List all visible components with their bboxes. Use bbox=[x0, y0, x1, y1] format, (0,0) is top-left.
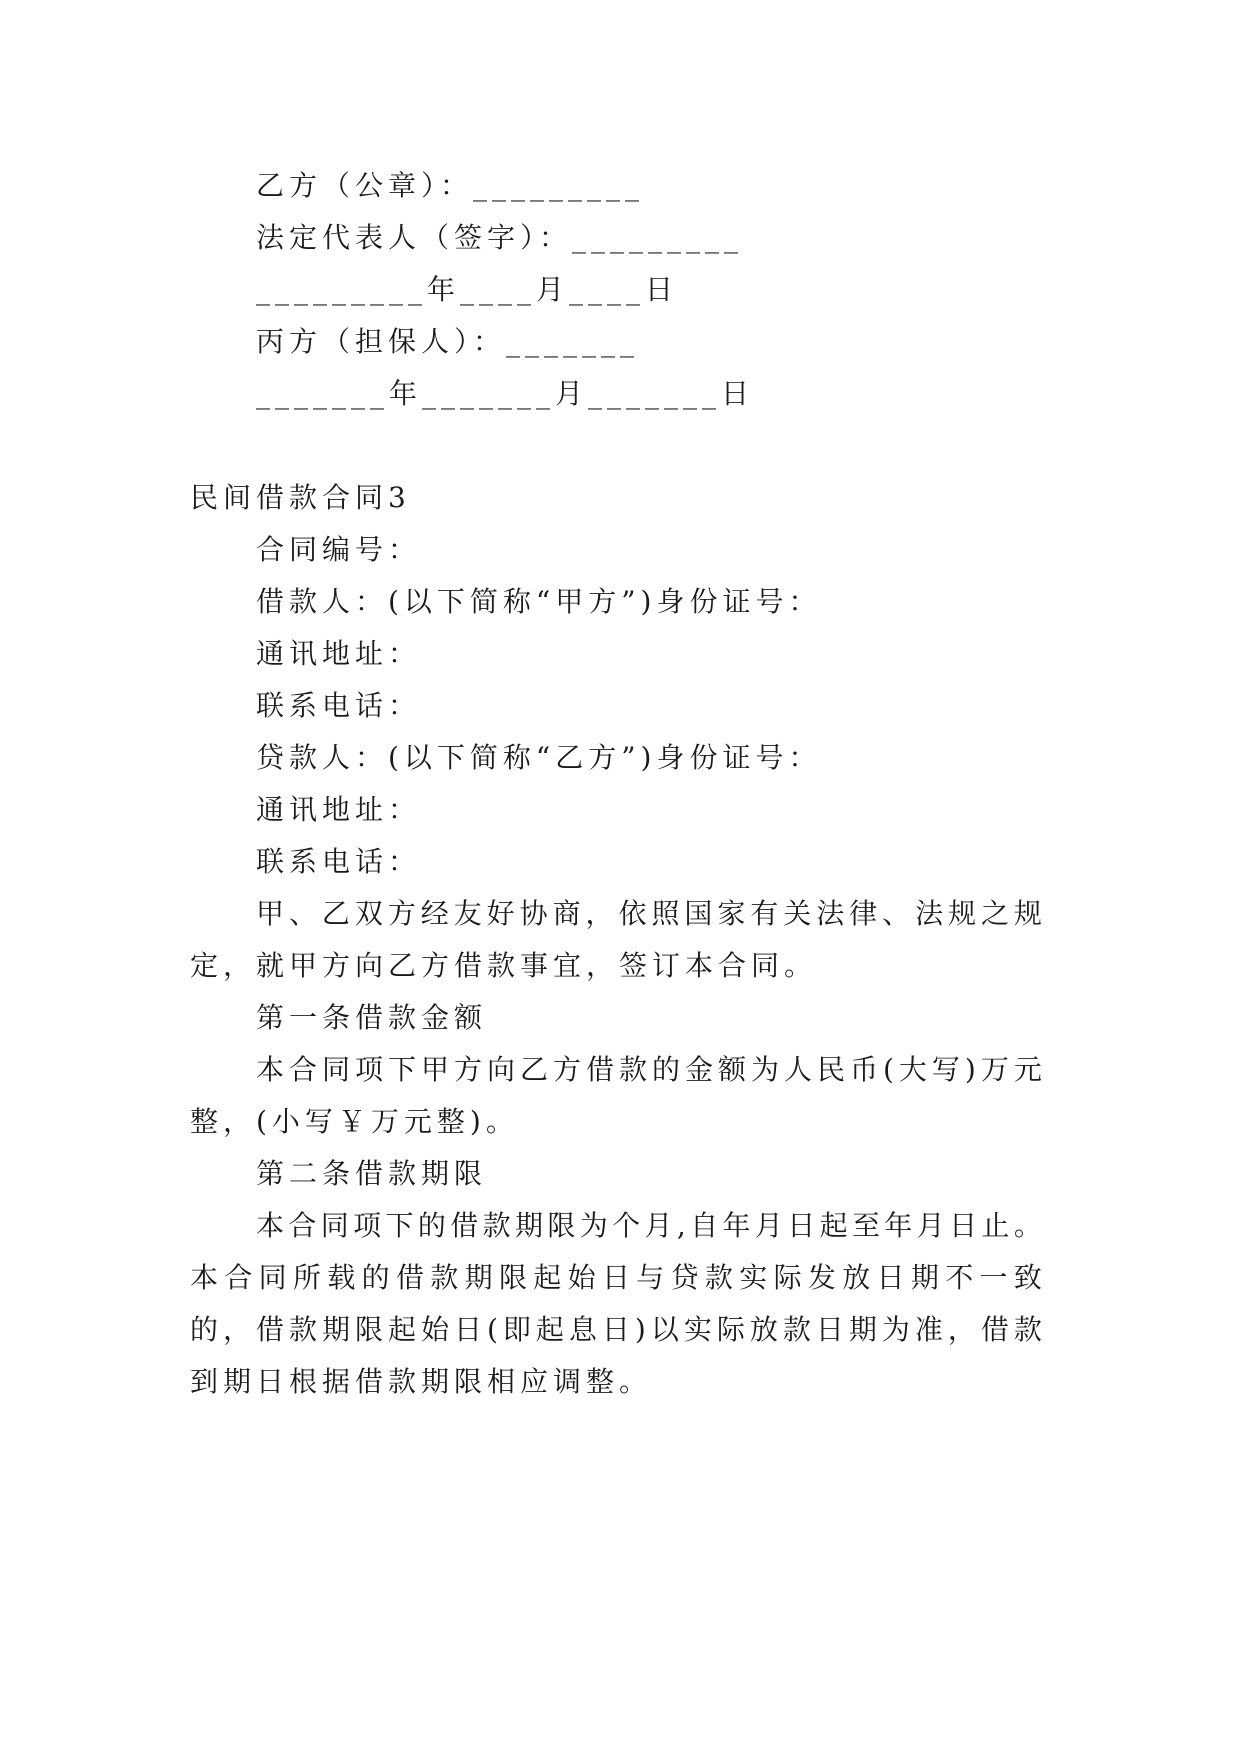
text-glyph: 的 bbox=[417, 1209, 446, 1242]
text-glyph: 借 bbox=[395, 1261, 424, 1294]
text-glyph: 际 bbox=[716, 1313, 745, 1346]
text-glyph: ( bbox=[883, 1053, 894, 1086]
text-glyph: 的 bbox=[190, 1313, 219, 1346]
text-glyph: 不 bbox=[945, 1261, 974, 1294]
text-glyph: 实 bbox=[683, 1313, 712, 1346]
text-glyph: 方 bbox=[454, 1053, 483, 1086]
text-glyph: 期 bbox=[848, 1313, 877, 1346]
article-2-line-2 bbox=[190, 1258, 1042, 1298]
text-glyph: 日 bbox=[876, 1261, 905, 1294]
lender-address-label: 通讯地址： bbox=[256, 793, 422, 826]
text-glyph: 币 bbox=[850, 1053, 879, 1086]
text-glyph: 始 bbox=[421, 1313, 450, 1346]
text-glyph: 本 bbox=[256, 1209, 285, 1242]
borrower-label: 借款人：(以下简称“甲方”)身份证号： bbox=[256, 585, 822, 618]
text-glyph: 款 bbox=[782, 1313, 811, 1346]
text-glyph: 为 bbox=[579, 1209, 608, 1242]
preamble-line-2: 定，就甲方向乙方借款事宜，签订本合同。 bbox=[190, 949, 818, 982]
text-glyph: 限 bbox=[498, 1261, 527, 1294]
legal-representative-signature-line: 法定代表人（签字）：_________ bbox=[256, 221, 744, 254]
text-glyph: 向 bbox=[487, 1053, 516, 1086]
text-glyph: 照 bbox=[651, 897, 680, 930]
text-glyph: 之 bbox=[980, 897, 1009, 930]
text-glyph: 借 bbox=[980, 1313, 1009, 1346]
signature-date-line: _________年____月____日 bbox=[256, 273, 679, 306]
text-glyph: 额 bbox=[718, 1053, 747, 1086]
text-glyph: 借 bbox=[586, 1053, 615, 1086]
text-glyph: ) bbox=[634, 1313, 646, 1346]
text-glyph: 年 bbox=[722, 1209, 751, 1242]
contract-number-label: 合同编号： bbox=[256, 533, 422, 566]
contract-title: 民间借款合同3 bbox=[190, 481, 411, 514]
text-glyph: 限 bbox=[547, 1209, 576, 1242]
article-2-title: 第二条借款期限 bbox=[256, 1157, 488, 1190]
text-glyph: 好 bbox=[486, 897, 515, 930]
text-glyph: 写 bbox=[931, 1053, 960, 1086]
text-glyph: ( bbox=[487, 1313, 498, 1346]
text-glyph: 实 bbox=[739, 1261, 768, 1294]
text-glyph: 期 bbox=[515, 1209, 544, 1242]
text-glyph: 商 bbox=[552, 897, 581, 930]
text-glyph: 友 bbox=[453, 897, 482, 930]
text-glyph: 载 bbox=[327, 1261, 356, 1294]
text-glyph: 本 bbox=[190, 1261, 219, 1294]
text-glyph: 际 bbox=[773, 1261, 802, 1294]
text-glyph: 的 bbox=[361, 1261, 390, 1294]
text-glyph: 月 bbox=[644, 1209, 673, 1242]
text-glyph: 经 bbox=[420, 897, 449, 930]
text-glyph: 日 bbox=[815, 1313, 844, 1346]
text-glyph: 起 bbox=[819, 1209, 848, 1242]
text-glyph: 金 bbox=[685, 1053, 714, 1086]
text-glyph: 下 bbox=[385, 1209, 414, 1242]
text-glyph: 方 bbox=[553, 1053, 582, 1086]
party-b-seal-line: 乙方（公章）：_________ bbox=[256, 169, 645, 202]
text-glyph: ) bbox=[964, 1053, 976, 1086]
text-glyph: 款 bbox=[289, 1313, 318, 1346]
text-glyph: 合 bbox=[224, 1261, 253, 1294]
text-glyph: 期 bbox=[464, 1261, 493, 1294]
text-glyph: 以 bbox=[650, 1313, 679, 1346]
text-glyph: 月 bbox=[916, 1209, 945, 1242]
article-2-line-1 bbox=[256, 1206, 1042, 1246]
text-glyph: 止 bbox=[981, 1209, 1010, 1242]
text-glyph: 限 bbox=[355, 1313, 384, 1346]
text-glyph: 款 bbox=[1013, 1313, 1042, 1346]
text-glyph: 人 bbox=[784, 1053, 813, 1086]
text-glyph: 始 bbox=[567, 1261, 596, 1294]
text-glyph: 同 bbox=[258, 1261, 287, 1294]
text-glyph: 民 bbox=[817, 1053, 846, 1086]
party-c-guarantor-line: 丙方（担保人）：_______ bbox=[256, 325, 640, 358]
text-glyph: 期 bbox=[322, 1313, 351, 1346]
text-glyph: 下 bbox=[388, 1053, 417, 1086]
text-glyph: 协 bbox=[519, 897, 548, 930]
text-glyph: 关 bbox=[783, 897, 812, 930]
text-glyph: 日 bbox=[601, 1313, 630, 1346]
text-glyph: 乙 bbox=[520, 1053, 549, 1086]
text-glyph: 同 bbox=[320, 1209, 349, 1242]
article-2-line-3 bbox=[190, 1310, 1042, 1350]
text-glyph: 准 bbox=[914, 1313, 943, 1346]
text-glyph: 日 bbox=[787, 1209, 816, 1242]
text-glyph: 元 bbox=[1013, 1053, 1042, 1086]
text-glyph: 与 bbox=[636, 1261, 665, 1294]
text-glyph: 有 bbox=[750, 897, 779, 930]
text-glyph: 法 bbox=[816, 897, 845, 930]
text-glyph: 起 bbox=[388, 1313, 417, 1346]
text-glyph: 日 bbox=[949, 1209, 978, 1242]
text-glyph: 家 bbox=[717, 897, 746, 930]
text-glyph: 息 bbox=[568, 1313, 597, 1346]
text-glyph: 款 bbox=[482, 1209, 511, 1242]
text-glyph: 期 bbox=[910, 1261, 939, 1294]
text-glyph: 为 bbox=[751, 1053, 780, 1086]
text-glyph: 发 bbox=[807, 1261, 836, 1294]
text-glyph: 本 bbox=[256, 1053, 285, 1086]
text-glyph: 日 bbox=[601, 1261, 630, 1294]
borrower-phone-label: 联系电话： bbox=[256, 689, 422, 722]
preamble-line-1 bbox=[256, 894, 1042, 934]
text-glyph: 致 bbox=[1013, 1261, 1042, 1294]
text-glyph: 同 bbox=[322, 1053, 351, 1086]
text-glyph: 一 bbox=[979, 1261, 1008, 1294]
guarantor-date-line: _______年_______月_______日 bbox=[256, 377, 755, 410]
text-glyph: 贷 bbox=[670, 1261, 699, 1294]
text-glyph: 律 bbox=[849, 897, 878, 930]
text-glyph: 款 bbox=[619, 1053, 648, 1086]
text-glyph: 日 bbox=[454, 1313, 483, 1346]
text-glyph: 月 bbox=[754, 1209, 783, 1242]
text-glyph: 合 bbox=[288, 1209, 317, 1242]
text-glyph: 国 bbox=[684, 897, 713, 930]
lender-label: 贷款人：(以下简称“乙方”)身份证号： bbox=[256, 741, 822, 774]
article-2-line-4: 到期日根据借款期限相应调整。 bbox=[190, 1365, 653, 1398]
borrower-address-label: 通讯地址： bbox=[256, 637, 422, 670]
text-glyph: 、 bbox=[882, 897, 911, 930]
text-glyph: 起 bbox=[535, 1313, 564, 1346]
text-glyph: 双 bbox=[354, 897, 383, 930]
lender-phone-label: 联系电话： bbox=[256, 845, 422, 878]
text-glyph: 自 bbox=[690, 1209, 719, 1242]
text-glyph: 。 bbox=[1013, 1209, 1042, 1242]
text-glyph: 依 bbox=[618, 897, 647, 930]
text-glyph: ， bbox=[947, 1313, 976, 1346]
article-1-line-1 bbox=[256, 1050, 1042, 1090]
text-glyph: 借 bbox=[450, 1209, 479, 1242]
text-glyph: 、 bbox=[288, 897, 317, 930]
text-glyph: 的 bbox=[652, 1053, 681, 1086]
text-glyph: 甲 bbox=[256, 897, 285, 930]
text-glyph: 个 bbox=[612, 1209, 641, 1242]
text-glyph: 为 bbox=[881, 1313, 910, 1346]
text-glyph: 借 bbox=[256, 1313, 285, 1346]
text-glyph: 方 bbox=[387, 897, 416, 930]
text-glyph: 放 bbox=[842, 1261, 871, 1294]
text-glyph: 甲 bbox=[421, 1053, 450, 1086]
text-glyph: 规 bbox=[1013, 897, 1042, 930]
text-glyph: 乙 bbox=[321, 897, 350, 930]
text-glyph: 项 bbox=[353, 1209, 382, 1242]
text-glyph: 放 bbox=[749, 1313, 778, 1346]
text-glyph: 大 bbox=[898, 1053, 927, 1086]
article-1-title: 第一条借款金额 bbox=[256, 1001, 488, 1034]
text-glyph: 即 bbox=[502, 1313, 531, 1346]
text-glyph: 起 bbox=[533, 1261, 562, 1294]
text-glyph: 万 bbox=[980, 1053, 1009, 1086]
text-glyph: ， bbox=[585, 897, 614, 930]
text-glyph: 至 bbox=[852, 1209, 881, 1242]
text-glyph: 款 bbox=[704, 1261, 733, 1294]
text-glyph: 规 bbox=[948, 897, 977, 930]
text-glyph: 合 bbox=[289, 1053, 318, 1086]
text-glyph: 项 bbox=[355, 1053, 384, 1086]
text-glyph: ， bbox=[223, 1313, 252, 1346]
text-glyph: 所 bbox=[292, 1261, 321, 1294]
text-glyph: 法 bbox=[915, 897, 944, 930]
article-1-line-2: 整，(小写￥万元整)。 bbox=[190, 1105, 519, 1138]
text-glyph: , bbox=[676, 1209, 686, 1242]
text-glyph: 年 bbox=[884, 1209, 913, 1242]
text-glyph: 款 bbox=[430, 1261, 459, 1294]
